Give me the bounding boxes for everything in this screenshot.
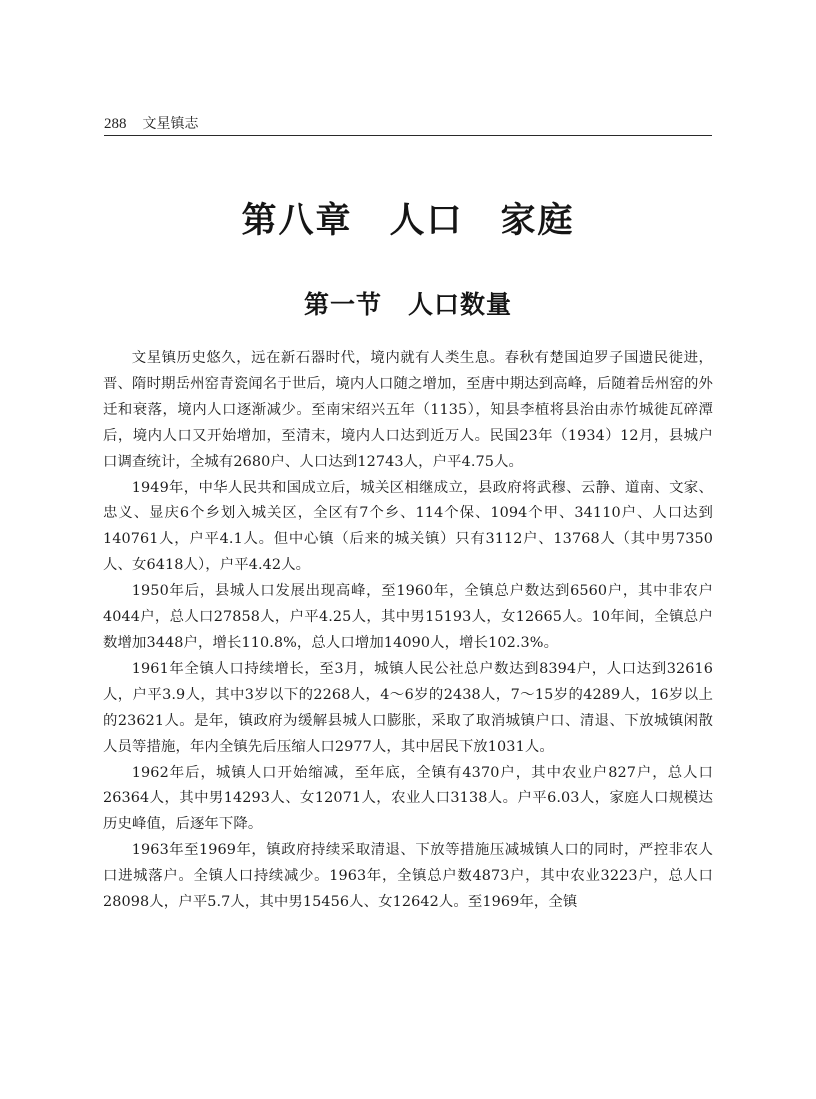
- paragraph: 1949年，中华人民共和国成立后，城关区相继成立，县政府将武穆、云静、道南、文家、忠义、显庆6个乡划入城关区，全区有7个乡、114个保、1094个甲、34110户、人口达到140761人，户平4.1人。但中心镇（后来的城关镇）只有3112户、13768人（其中男7350人、女6418人），户平4.42人。: [103, 479, 713, 574]
- chapter-title: 第八章 人口 家庭: [241, 201, 575, 241]
- paragraph: 1963年至1969年，镇政府持续采取清退、下放等措施压减城镇人口的同时，严控非农人口进城落户。全镇人口持续减少。1963年，全镇总户数4873户，其中农业3223户，总人口28098人，户平5.7人，其中男15456人、女12642人。至1969年，全镇: [103, 842, 713, 911]
- body-text: [103, 346, 713, 916]
- page-number: 288: [104, 116, 127, 132]
- paragraph: 文星镇历史悠久，远在新石器时代，境内就有人类生息。春秋有楚国迫罗子国遗民徙进，晋、隋时期岳州窑青瓷闻名于世后，境内人口随之增加，至唐中期达到高峰，后随着岳州窑的外迁和衰落，境内人口逐渐减少。至南宋绍兴五年（1135），知县李植将县治由赤竹城徙瓦碎潭后，境内人口又开始增加，至清末，境内人口达到近万人。民国23年（1934）12月，县城户口调查统计，全城有2680户、人口达到12743人，户平4.75人。: [103, 350, 713, 470]
- paragraph: 1962年后，城镇人口开始缩减，至年底，全镇有4370户，其中农业户827户，总人口26364人，其中男14293人、女12071人，农业人口3138人。户平6.03人，家庭人口规模达历史峰值，后逐年下降。: [103, 764, 713, 833]
- paragraph: 1961年全镇人口持续增长，至3月，城镇人民公社总户数达到8394户，人口达到32616人，户平3.9人，其中3岁以下的2268人，4～6岁的2438人，7～15岁的4289人，16岁以上的23621人。是年，镇政府为缓解县城人口膨胀，采取了取消城镇户口、清退、下放城镇闲散人员等措施，年内全镇先后压缩人口2977人，其中居民下放1031人。: [103, 660, 713, 755]
- running-header: [104, 112, 712, 136]
- paragraph: 1950年后，县城人口发展出现高峰，至1960年，全镇总户数达到6560户，其中非农户4044户，总人口27858人，户平4.25人，其中男15193人，女12665人。10年间，全镇总户数增加3448户，增长110.8%，总人口增加14090人，增长102.3%。: [103, 583, 713, 651]
- book-title: 文星镇志: [142, 116, 199, 132]
- section-title: 第一节 人口数量: [303, 290, 512, 319]
